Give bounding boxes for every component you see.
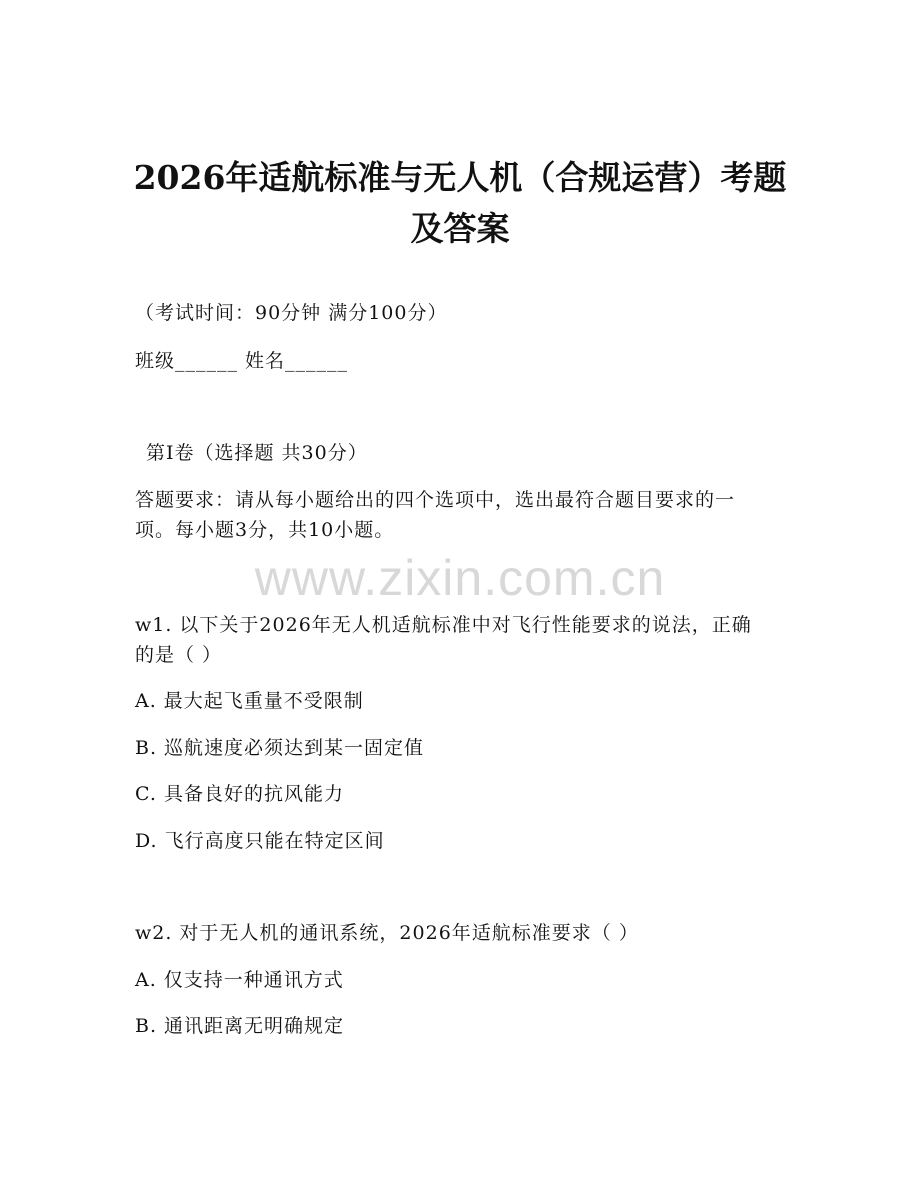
section-title: 第Ⅰ卷（选择题 共30分） — [146, 442, 368, 464]
document-title-line2: 及答案 — [410, 209, 510, 248]
document-title-line1: 2026年适航标准与无人机（合规运营）考题 — [133, 158, 787, 197]
question-1-option-a: A. 最大起飞重量不受限制 — [135, 690, 364, 712]
question-1-stem-line2: 的是（ ） — [135, 644, 223, 666]
exam-info: （考试时间：90分钟 满分100分） — [135, 302, 448, 324]
question-1-option-b: B. 巡航速度必须达到某一固定值 — [135, 737, 425, 759]
question-2-option-a: A. 仅支持一种通讯方式 — [135, 969, 344, 991]
question-2-stem-line1: w2. 对于无人机的通讯系统，2026年适航标准要求（ ） — [135, 922, 639, 944]
student-info: 班级______ 姓名______ — [135, 350, 349, 372]
instructions-line2: 项。每小题3分，共10小题。 — [135, 519, 395, 541]
instructions-line1: 答题要求：请从每小题给出的四个选项中，选出最符合题目要求的一 — [135, 489, 736, 511]
question-1-option-c: C. 具备良好的抗风能力 — [135, 783, 344, 805]
question-2-option-b: B. 通讯距离无明确规定 — [135, 1015, 345, 1037]
question-1-stem-line1: w1. 以下关于2026年无人机适航标准中对飞行性能要求的说法，正确 — [135, 614, 752, 636]
question-1-option-d: D. 飞行高度只能在特定区间 — [135, 830, 385, 852]
watermark: www.zixin.com.cn — [254, 550, 666, 606]
